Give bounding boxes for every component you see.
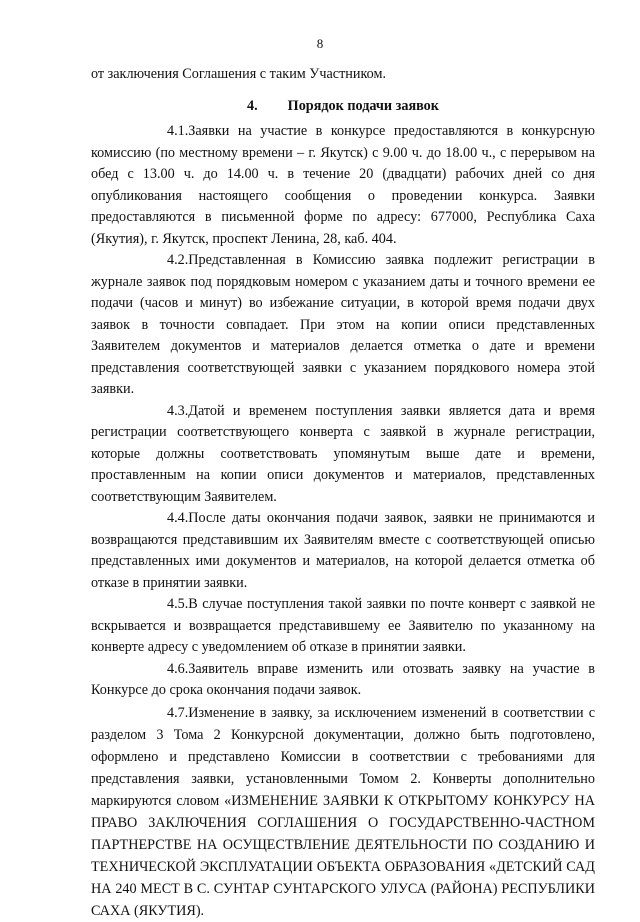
paragraph-number: 4.2.: [167, 252, 189, 268]
paragraph-4-4: [91, 508, 595, 594]
paragraph-text: Датой и временем поступления заявки является дата и время регистрации соответствующего конверта с заявкой в журнале регистрации, которые должны соответствовать упомянутым выше дате и времени, проставленным на копии описи документов и материалов, представленных соответствующим Заявителем.: [91, 402, 595, 505]
document-body: [91, 64, 595, 922]
paragraph-number: 4.6.: [167, 660, 189, 677]
section-heading: [91, 96, 595, 118]
paragraph-text: Изменение в заявку, за исключением изменений в соответствии с разделом 3 Тома 2 Конкурсной документации, должно быть подготовлено, оформлено и представлено Комиссии в соответствии с требованиями для представления заявки, установленными Томом 2. Конверты дополнительно маркируются словом «ИЗМЕНЕНИЕ ЗАЯВКИ К ОТКРЫТОМУ КОНКУРСУ НА ПРАВО ЗАКЛЮЧЕНИЯ СОГЛАШЕНИЯ О ГОСУДАРСТВЕННО-ЧАСТНОМ ПАРТНЕРСТВЕ НА ОСУЩЕСТВЛЕНИЕ ДЕЯТЕЛЬНОСТИ ПО СОЗДАНИЮ И ТЕХНИЧЕСКОЙ ЭКСПЛУАТАЦИИ ОБЪЕКТА ОБРАЗОВАНИЯ «ДЕТСКИЙ САД НА 240 МЕСТ В С. СУНТАР СУНТАРСКОГО УЛУСА (РАЙОНА) РЕСПУБЛИКИ САХА (ЯКУТИЯ).: [91, 704, 595, 919]
paragraph-text: Заявки на участие в конкурсе предоставляются в конкурсную комиссию (по местному времени – г. Якутск) с 9.00 ч. до 18.00 ч., с перерывом на обед с 13.00 ч. до 14.00 ч. в течение 20 (двадцати) рабочих дней со дня опубликования настоящего сообщения о проведении конкурса. Заявки предоставляются в письменной форме по адресу: 677000, Республика Саха (Якутия), г. Якутск, проспект Ленина, 28, каб. 404.: [91, 123, 595, 247]
paragraph-text: После даты окончания подачи заявок, заявки не принимаются и возвращаются представившим их Заявителям вместе с соответствующей описью представленных ими документов и материалов, на которой делается отметка об отказе в принятии заявки.: [91, 510, 595, 591]
paragraph-text: В случае поступления такой заявки по почте конверт с заявкой не вскрывается и возвращается представившему ее Заявителю по указанному на конверте адресу с уведомлением об отказе в принятии заявки.: [91, 596, 595, 655]
paragraph-text: Представленная в Комиссию заявка подлежит регистрации в журнале заявок под порядковым номером с указанием даты и точного времени ее подачи (часов и минут) во избежание ситуации, в которой время подачи двух заявок в точности совпадает. При этом на копии описи представленных Заявителем документов и материалов делается отметка о дате и времени представления соответствующей заявки с указанием порядкового номера этой заявки.: [91, 252, 595, 397]
paragraph-4-7: [91, 702, 595, 922]
paragraph-number: 4.4.: [167, 510, 189, 526]
paragraph-4-5: [91, 594, 595, 659]
section-number: 4.: [247, 97, 258, 114]
paragraph-text: Заявитель вправе изменить или отозвать заявку на участие в Конкурсе до срока окончания подачи заявок.: [91, 660, 595, 698]
section-title: Порядок подачи заявок: [287, 97, 439, 114]
paragraph-number: 4.5.: [167, 596, 189, 612]
paragraph-4-3: [91, 401, 595, 509]
paragraph-number: 4.7.: [167, 704, 189, 721]
page-number: 8: [316, 36, 324, 51]
paragraph-number: 4.1.: [167, 123, 189, 139]
paragraph-number: 4.3.: [167, 402, 189, 419]
paragraph-4-1: [91, 121, 595, 250]
paragraph-4-6: [91, 659, 595, 702]
paragraph-4-2: [91, 250, 595, 401]
intro-line: от заключения Соглашения с таким Участником.: [91, 66, 386, 82]
